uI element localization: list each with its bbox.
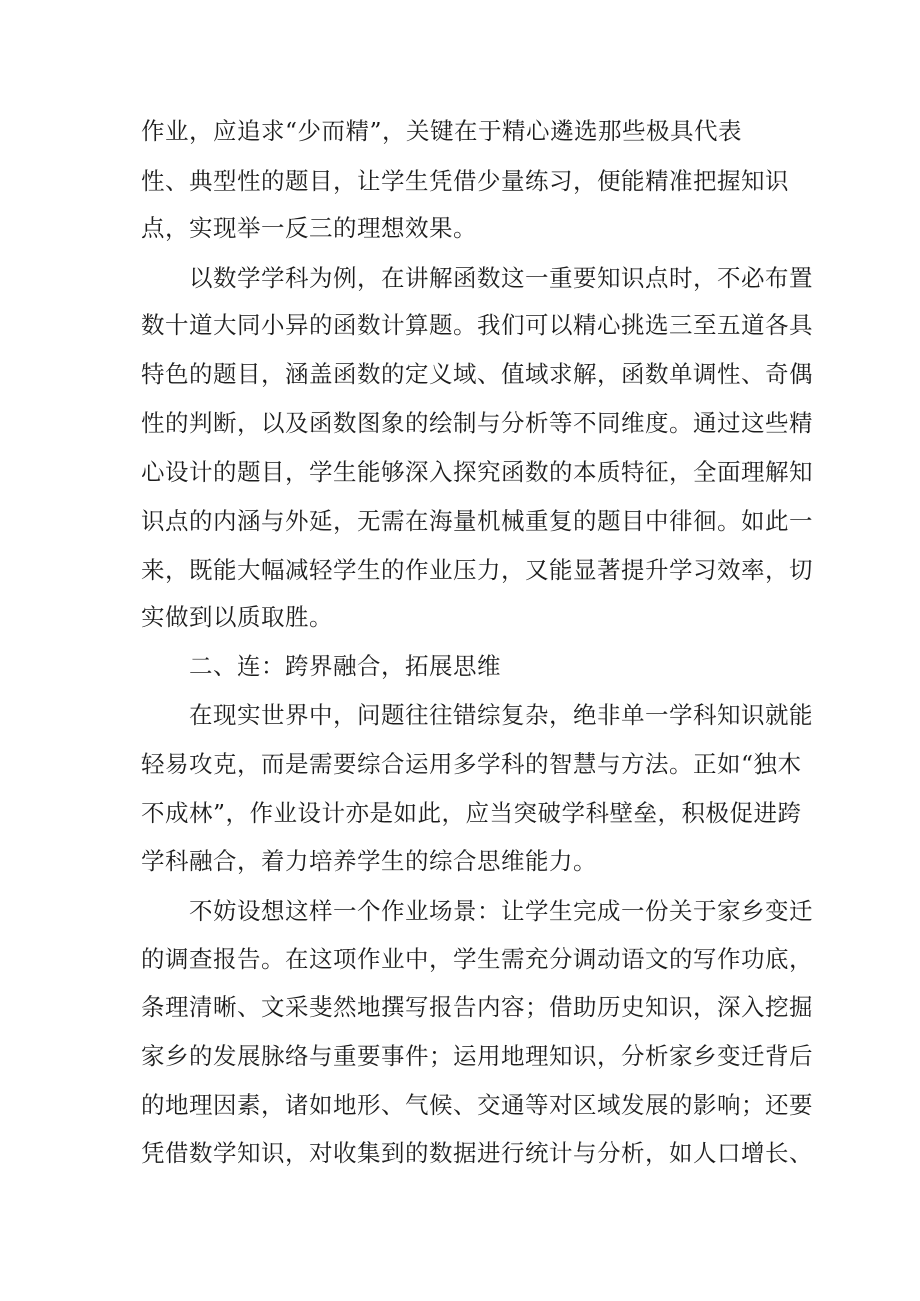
text-line: 性、典型性的题目，让学生凭借少量练习，便能精准把握知识 [141,167,789,195]
section-heading: 二、连：跨界融合，拓展思维 [189,652,501,680]
text-line: 识点的内涵与外延，无需在海量机械重复的题目中徘徊。如此一 [141,507,813,535]
text-line: 数十道大同小异的函数计算题。我们可以精心挑选三至五道各具 [141,311,813,339]
paragraph-first-line: 在现实世界中，问题往往错综复杂，绝非单一学科知识就能 [189,701,813,729]
paragraph-first-line: 不妨设想这样一个作业场景：让学生完成一份关于家乡变迁 [189,897,813,925]
text-line: 不成林”，作业设计亦是如此，应当突破学科壁垒，积极促进跨 [141,799,802,827]
text-line: 条理清晰、文采斐然地撰写报告内容；借助历史知识，深入挖掘 [141,993,813,1021]
text-line: 的调查报告。在这项作业中，学生需充分调动语文的写作功底， [141,945,813,973]
text-line: 点，实现举一反三的理想效果。 [141,214,477,242]
text-line: 来，既能大幅减轻学生的作业压力，又能显著提升学习效率，切 [141,556,813,584]
text-line: 作业，应追求“少而精”，关键在于精心遴选那些极具代表 [141,117,743,145]
text-line: 心设计的题目，学生能够深入探究函数的本质特征，全面理解知 [141,458,813,486]
text-line: 学科融合，着力培养学生的综合思维能力。 [141,847,597,875]
text-line: 实做到以质取胜。 [141,603,333,631]
paragraph-first-line: 以数学学科为例，在讲解函数这一重要知识点时，不必布置 [189,264,813,292]
text-line: 特色的题目，涵盖函数的定义域、值域求解，函数单调性、奇偶 [141,360,813,388]
text-line: 轻易攻克，而是需要综合运用多学科的智慧与方法。正如“独木 [141,750,802,778]
text-line: 的地理因素，诸如地形、气候、交通等对区域发展的影响；还要 [141,1091,813,1119]
text-line: 凭借数学知识，对收集到的数据进行统计与分析，如人口增长、 [141,1139,813,1167]
text-line: 性的判断，以及函数图象的绘制与分析等不同维度。通过这些精 [141,409,813,437]
text-line: 家乡的发展脉络与重要事件；运用地理知识，分析家乡变迁背后 [141,1042,813,1070]
